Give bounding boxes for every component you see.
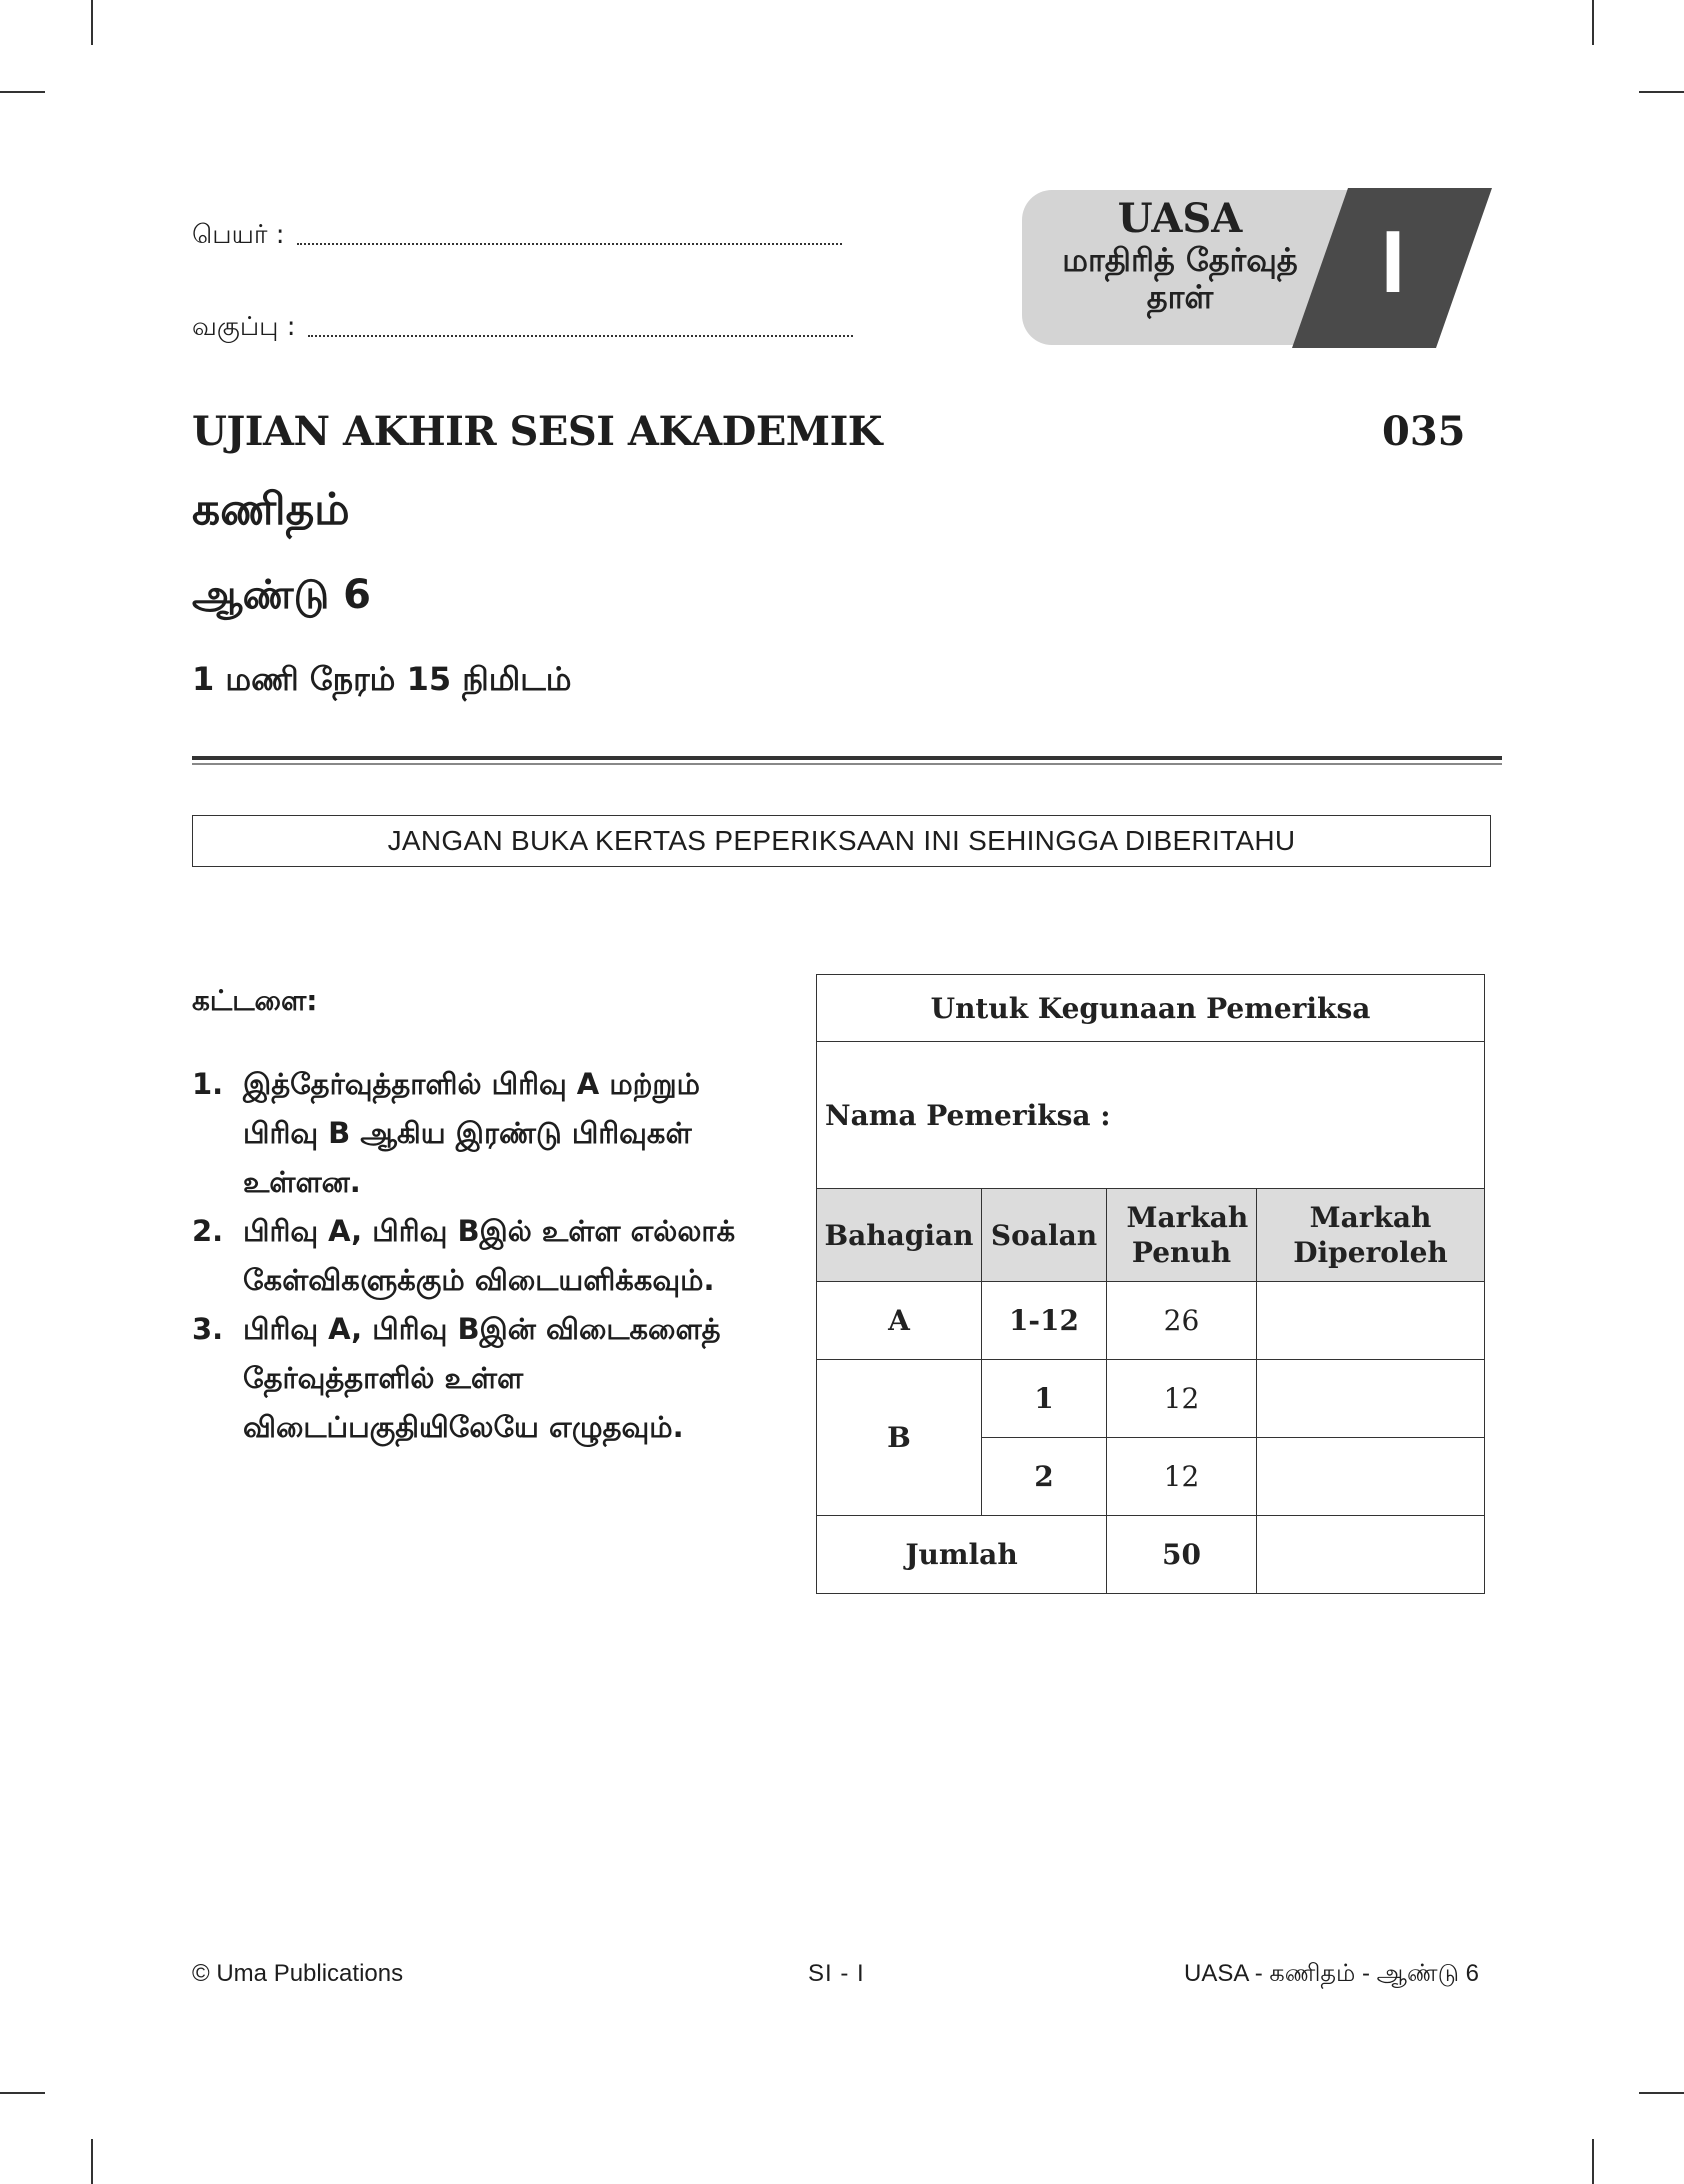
crop-mark xyxy=(0,2092,45,2094)
examiner-name-cell[interactable] xyxy=(817,1042,1485,1189)
instruction-item xyxy=(192,1207,752,1305)
instruction-text: பிரிவு A, பிரிவு Bஇன் விடைகளைத் தேர்வுத்தாளில் உள்ள விடைப்பகுதியிலேயே எழுதவும். xyxy=(243,1312,721,1444)
instruction-number: 1. xyxy=(192,1067,224,1101)
warning-banner: JANGAN BUKA KERTAS PEPERIKSAAN INI SEHINGGA DIBERITAHU xyxy=(192,815,1491,867)
badge-title: UASA xyxy=(1117,195,1243,242)
markah-diperoleh-cell[interactable] xyxy=(1257,1360,1485,1438)
footer-series: UASA - கணிதம் - ஆண்டு 6 xyxy=(1184,1960,1480,1987)
total-label: Jumlah xyxy=(817,1516,1107,1594)
year-label: ஆண்டு 6 xyxy=(192,572,371,618)
crop-mark xyxy=(91,0,93,45)
class-line[interactable] xyxy=(308,335,853,337)
examiner-table xyxy=(816,974,1485,1594)
markah-diperoleh-cell[interactable] xyxy=(1257,1438,1485,1516)
soalan-cell: 1-12 xyxy=(982,1282,1107,1360)
footer-page-number: SI - I xyxy=(808,1960,865,1987)
instruction-item xyxy=(192,1305,752,1452)
class-label: வகுப்பு : xyxy=(192,312,296,342)
uasa-badge xyxy=(1030,196,1330,316)
column-header: Soalan xyxy=(982,1189,1107,1282)
soalan-cell: 2 xyxy=(982,1438,1107,1516)
name-label: பெயர் : xyxy=(192,220,285,250)
badge-subtitle-line2: தாள் xyxy=(1146,277,1214,316)
divider xyxy=(192,756,1502,760)
name-field[interactable] xyxy=(192,220,842,253)
instructions-list xyxy=(192,1060,752,1452)
column-header: Bahagian xyxy=(817,1189,982,1282)
crop-mark xyxy=(1592,2139,1594,2184)
markah-penuh-cell: 26 xyxy=(1107,1282,1257,1360)
markah-penuh-cell: 12 xyxy=(1107,1360,1257,1438)
subject-title: கணிதம் xyxy=(192,484,350,535)
instruction-item xyxy=(192,1060,752,1207)
bahagian-cell: B xyxy=(817,1360,982,1516)
crop-mark xyxy=(91,2139,93,2184)
instruction-text: இத்தேர்வுத்தாளில் பிரிவு A மற்றும் பிரிவு B ஆகிய இரண்டு பிரிவுகள் உள்ளன. xyxy=(243,1067,701,1199)
examiner-name-label: Nama Pemeriksa : xyxy=(825,1098,1111,1132)
exam-code: 035 xyxy=(1382,408,1466,455)
total-marks: 50 xyxy=(1107,1516,1257,1594)
class-field[interactable] xyxy=(192,312,853,345)
bahagian-cell: A xyxy=(817,1282,982,1360)
instruction-number: 2. xyxy=(192,1214,224,1248)
table-row xyxy=(817,1360,1485,1438)
column-header-text: Markah Penuh xyxy=(1126,1201,1249,1269)
instruction-text: பிரிவு A, பிரிவு Bஇல் உள்ள எல்லாக் கேள்விகளுக்கும் விடையளிக்கவும். xyxy=(243,1214,736,1297)
exam-title: UJIAN AKHIR SESI AKADEMIK xyxy=(192,408,883,455)
badge-subtitle-line1: மாதிரித் தேர்வுத் xyxy=(1062,241,1298,279)
duration-label: 1 மணி நேரம் 15 நிமிடம் xyxy=(192,660,572,698)
column-header-text: Markah Diperoleh xyxy=(1293,1201,1448,1269)
markah-diperoleh-cell[interactable] xyxy=(1257,1282,1485,1360)
markah-penuh-cell: 12 xyxy=(1107,1438,1257,1516)
crop-mark xyxy=(0,91,45,93)
total-row xyxy=(817,1516,1485,1594)
total-obtained-cell[interactable] xyxy=(1257,1516,1485,1594)
crop-mark xyxy=(1639,2092,1684,2094)
footer-publisher: © Uma Publications xyxy=(192,1960,404,1987)
divider xyxy=(192,763,1502,765)
column-header xyxy=(1257,1189,1485,1282)
table-heading: Untuk Kegunaan Pemeriksa xyxy=(817,975,1485,1042)
instruction-number: 3. xyxy=(192,1312,224,1346)
paper-number: I xyxy=(1380,212,1406,311)
soalan-cell: 1 xyxy=(982,1360,1107,1438)
name-line[interactable] xyxy=(297,243,842,245)
instructions-heading: கட்டளை: xyxy=(192,984,318,1017)
table-row xyxy=(817,1282,1485,1360)
column-header xyxy=(1107,1189,1257,1282)
crop-mark xyxy=(1639,91,1684,93)
crop-mark xyxy=(1592,0,1594,45)
